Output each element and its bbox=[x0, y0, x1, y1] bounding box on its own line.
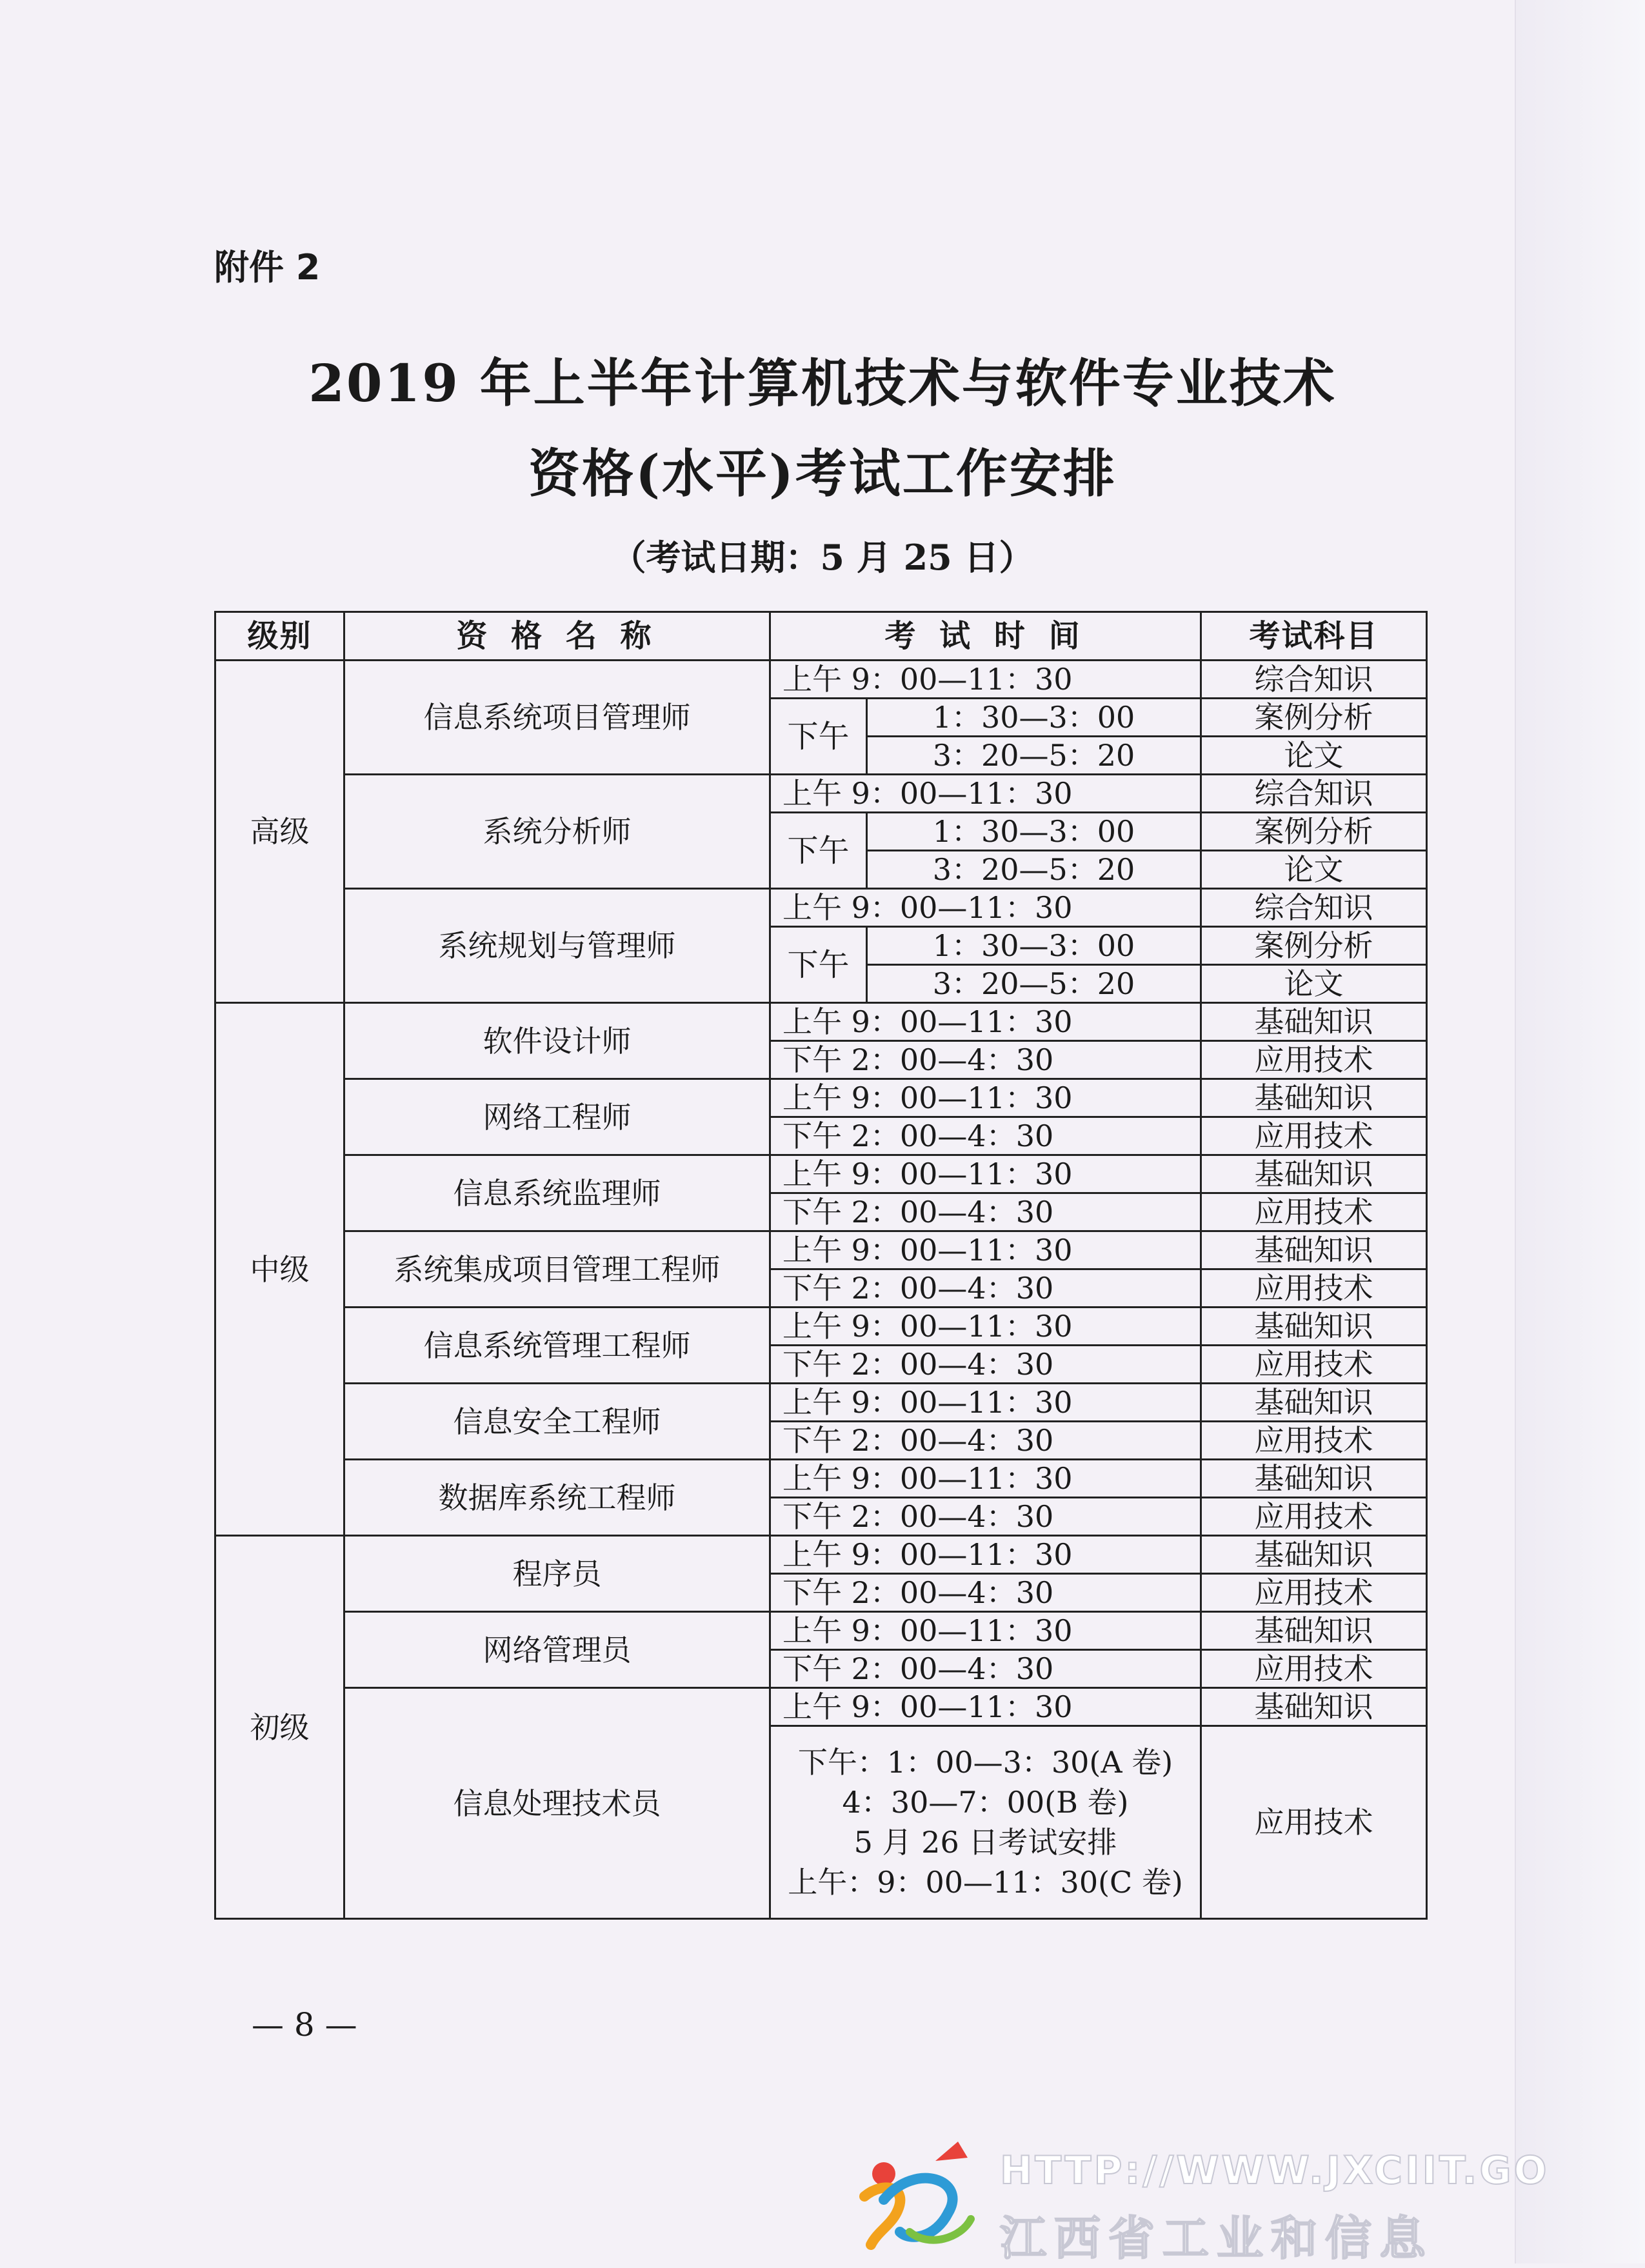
info-tech-pm-line1: 下午：1：00—3：30(A 卷) bbox=[797, 1745, 1173, 1780]
time-cell-am: 上午 9：00—11：30 bbox=[770, 1536, 1201, 1574]
qualification-cell: 信息安全工程师 bbox=[344, 1384, 770, 1460]
time-cell-am: 上午 9：00—11：30 bbox=[770, 1155, 1201, 1193]
document-title-line1: 2019 年上半年计算机技术与软件专业技术 bbox=[308, 353, 1337, 413]
page-edge bbox=[1515, 0, 1645, 2263]
time-cell-pm-slot1: 1：30—3：00 bbox=[867, 927, 1201, 965]
subject-cell: 基础知识 bbox=[1201, 1536, 1427, 1574]
subject-cell: 应用技术 bbox=[1201, 1498, 1427, 1536]
subject-cell: 论文 bbox=[1201, 851, 1427, 889]
subject-cell: 基础知识 bbox=[1201, 1079, 1427, 1117]
attachment-label: 附件 2 bbox=[214, 247, 321, 288]
subject-cell: 基础知识 bbox=[1201, 1231, 1427, 1269]
header-exam-time: 考 试 时 间 bbox=[770, 612, 1201, 661]
watermark bbox=[839, 2129, 1645, 2263]
level-cell-middle: 中级 bbox=[215, 1003, 344, 1536]
qualification-cell: 系统规划与管理师 bbox=[344, 889, 770, 1003]
time-cell-pm: 下午 2：00—4：30 bbox=[770, 1498, 1201, 1536]
exam-date-subtitle: （考试日期：5 月 25 日） bbox=[611, 537, 1034, 578]
time-cell-pm: 下午 2：00—4：30 bbox=[770, 1117, 1201, 1155]
time-cell-pm: 下午 2：00—4：30 bbox=[770, 1650, 1201, 1688]
jxciit-logo-icon bbox=[839, 2135, 1000, 2258]
table-row bbox=[215, 1079, 1427, 1117]
subject-cell: 应用技术 bbox=[1201, 1041, 1427, 1079]
time-cell-pm: 下午 2：00—4：30 bbox=[770, 1269, 1201, 1308]
subject-cell: 基础知识 bbox=[1201, 1460, 1427, 1498]
subject-cell: 基础知识 bbox=[1201, 1308, 1427, 1346]
time-cell-am: 上午 9：00—11：30 bbox=[770, 1231, 1201, 1269]
subject-cell: 基础知识 bbox=[1201, 1155, 1427, 1193]
subject-cell: 应用技术 bbox=[1201, 1117, 1427, 1155]
header-level: 级别 bbox=[215, 612, 344, 661]
table-row bbox=[215, 1536, 1427, 1574]
qualification-cell: 信息系统项目管理师 bbox=[344, 661, 770, 775]
time-cell-info-tech-pm bbox=[770, 1726, 1201, 1919]
time-cell-am: 上午 9：00—11：30 bbox=[770, 775, 1201, 813]
time-cell-pm-label: 下午 bbox=[770, 699, 867, 775]
table-row bbox=[215, 1003, 1427, 1041]
table-row bbox=[215, 1384, 1427, 1422]
time-cell-pm: 下午 2：00—4：30 bbox=[770, 1422, 1201, 1460]
level-cell-junior: 初级 bbox=[215, 1536, 344, 1919]
time-cell-am: 上午 9：00—11：30 bbox=[770, 1612, 1201, 1650]
qualification-cell: 信息系统管理工程师 bbox=[344, 1308, 770, 1384]
subject-cell: 应用技术 bbox=[1201, 1650, 1427, 1688]
time-cell-pm-slot2: 3：20—5：20 bbox=[867, 737, 1201, 775]
subject-cell: 应用技术 bbox=[1201, 1269, 1427, 1308]
table-row bbox=[215, 1460, 1427, 1498]
qualification-cell: 系统集成项目管理工程师 bbox=[344, 1231, 770, 1308]
info-tech-pm-line3: 5 月 26 日考试安排 bbox=[853, 1825, 1117, 1860]
qualification-cell: 系统分析师 bbox=[344, 775, 770, 889]
qualification-cell: 程序员 bbox=[344, 1536, 770, 1612]
time-cell-am: 上午 9：00—11：30 bbox=[770, 1308, 1201, 1346]
time-cell-pm-label: 下午 bbox=[770, 927, 867, 1003]
qualification-cell: 网络工程师 bbox=[344, 1079, 770, 1155]
table-header-row bbox=[215, 612, 1427, 661]
subject-cell: 应用技术 bbox=[1201, 1574, 1427, 1612]
time-cell-am: 上午 9：00—11：30 bbox=[770, 1003, 1201, 1041]
table-row bbox=[215, 775, 1427, 813]
qualification-cell: 网络管理员 bbox=[344, 1612, 770, 1688]
time-cell-pm-slot2: 3：20—5：20 bbox=[867, 965, 1201, 1003]
watermark-name: 江西省工业和信息 bbox=[1000, 2211, 1434, 2265]
time-cell-am: 上午 9：00—11：30 bbox=[770, 1460, 1201, 1498]
subject-cell: 论文 bbox=[1201, 737, 1427, 775]
time-cell-pm-label: 下午 bbox=[770, 813, 867, 889]
subject-cell: 综合知识 bbox=[1201, 661, 1427, 699]
time-cell-pm-slot1: 1：30—3：00 bbox=[867, 699, 1201, 737]
header-subject: 考试科目 bbox=[1201, 612, 1427, 661]
subject-cell: 应用技术 bbox=[1201, 1422, 1427, 1460]
subject-cell: 基础知识 bbox=[1201, 1003, 1427, 1041]
qualification-cell: 信息处理技术员 bbox=[344, 1688, 770, 1919]
watermark-url: HTTP://WWW.JXCIIT.GO bbox=[1000, 2148, 1550, 2193]
table-row bbox=[215, 1688, 1427, 1726]
qualification-cell: 软件设计师 bbox=[344, 1003, 770, 1079]
subject-cell: 案例分析 bbox=[1201, 699, 1427, 737]
time-cell-am: 上午 9：00—11：30 bbox=[770, 889, 1201, 927]
time-cell-pm: 下午 2：00—4：30 bbox=[770, 1346, 1201, 1384]
subject-cell: 综合知识 bbox=[1201, 775, 1427, 813]
table-row bbox=[215, 1308, 1427, 1346]
info-tech-pm-line4: 上午：9：00—11：30(C 卷) bbox=[788, 1865, 1183, 1900]
table-row bbox=[215, 1231, 1427, 1269]
time-cell-pm-slot2: 3：20—5：20 bbox=[867, 851, 1201, 889]
info-tech-pm-line2: 4：30—7：00(B 卷) bbox=[842, 1785, 1129, 1820]
time-cell-pm: 下午 2：00—4：30 bbox=[770, 1574, 1201, 1612]
qualification-cell: 信息系统监理师 bbox=[344, 1155, 770, 1231]
time-cell-am: 上午 9：00—11：30 bbox=[770, 1079, 1201, 1117]
header-qualification: 资 格 名 称 bbox=[344, 612, 770, 661]
subject-cell: 基础知识 bbox=[1201, 1612, 1427, 1650]
time-cell-am: 上午 9：00—11：30 bbox=[770, 661, 1201, 699]
time-cell-pm: 下午 2：00—4：30 bbox=[770, 1041, 1201, 1079]
subject-cell: 应用技术 bbox=[1201, 1726, 1427, 1919]
subject-cell: 案例分析 bbox=[1201, 813, 1427, 851]
subject-cell: 应用技术 bbox=[1201, 1193, 1427, 1231]
table-row bbox=[215, 889, 1427, 927]
exam-schedule-table bbox=[214, 611, 1428, 1920]
page-number: — 8 — bbox=[252, 2006, 357, 2044]
document-title-line2: 资格(水平)考试工作安排 bbox=[528, 443, 1117, 504]
subject-cell: 论文 bbox=[1201, 965, 1427, 1003]
subject-cell: 基础知识 bbox=[1201, 1688, 1427, 1726]
time-cell-pm-slot1: 1：30—3：00 bbox=[867, 813, 1201, 851]
table-row bbox=[215, 661, 1427, 699]
time-cell-am: 上午 9：00—11：30 bbox=[770, 1384, 1201, 1422]
qualification-cell: 数据库系统工程师 bbox=[344, 1460, 770, 1536]
subject-cell: 综合知识 bbox=[1201, 889, 1427, 927]
subject-cell: 案例分析 bbox=[1201, 927, 1427, 965]
table-row bbox=[215, 1612, 1427, 1650]
subject-cell: 应用技术 bbox=[1201, 1346, 1427, 1384]
time-cell-pm: 下午 2：00—4：30 bbox=[770, 1193, 1201, 1231]
table-row bbox=[215, 1155, 1427, 1193]
subject-cell: 基础知识 bbox=[1201, 1384, 1427, 1422]
level-cell-senior: 高级 bbox=[215, 661, 344, 1003]
time-cell-am: 上午 9：00—11：30 bbox=[770, 1688, 1201, 1726]
